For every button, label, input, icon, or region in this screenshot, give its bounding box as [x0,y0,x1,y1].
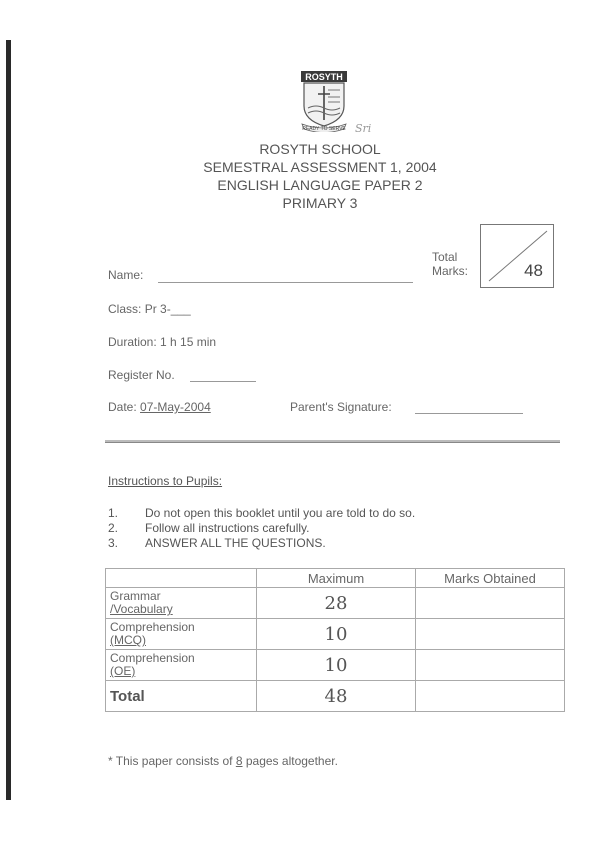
instruction-item: 2. Follow all instructions carefully. [108,521,310,535]
obtained-cell[interactable] [416,650,565,681]
total-marks-label: Total Marks: [432,250,468,278]
footnote: * This paper consists of 8 pages altogether. [108,754,338,768]
max-cell: 10 [257,650,416,681]
section-cell: Grammar /Vocabulary [106,588,257,619]
total-marks-value: 48 [524,261,543,280]
table-row [106,650,565,681]
header-cell: Marks Obtained [416,569,565,588]
register-label: Register No. [108,368,175,382]
paper-title: ENGLISH LANGUAGE PAPER 2 [217,177,423,193]
divider [105,440,560,443]
level-title: PRIMARY 3 [282,195,358,211]
school-crest-icon [298,70,350,132]
assessment-title: SEMESTRAL ASSESSMENT 1, 2004 [203,159,437,175]
obtained-cell[interactable] [416,619,565,650]
signature-line[interactable] [415,413,523,414]
instructions-title: Instructions to Pupils: [108,474,223,488]
duration-text: Duration: 1 h 15 min [108,335,217,349]
max-cell: 28 [257,588,416,619]
crest-banner: ROSYTH [305,72,343,82]
table-row [106,619,565,650]
max-cell: 10 [257,619,416,650]
scan-edge [6,40,11,800]
table-row [106,588,565,619]
header-cell: Maximum [257,569,416,588]
class-field [108,302,191,316]
crest-motto: READY TO SERVE [302,126,346,132]
date-value: 07-May-2004 [140,400,211,414]
total-obtained-cell[interactable] [416,681,565,712]
class-label: Class: [108,302,142,316]
signature-label: Parent's Signature: [290,400,392,414]
name-line[interactable] [158,282,413,283]
table-header-row [106,569,565,588]
instruction-item: 1. Do not open this booklet until you are told to do so. [108,506,416,520]
total-marks-box [480,224,554,288]
name-label: Name: [108,268,144,282]
instruction-item: 3. ANSWER ALL THE QUESTIONS. [108,536,326,550]
total-label: Total [106,681,257,712]
date-field [108,400,211,414]
handwritten-tag: Sri [355,122,372,135]
marks-table [105,568,565,712]
date-label: Date: [108,400,137,414]
header-cell [106,569,257,588]
section-cell: Comprehension (OE) [106,650,257,681]
register-line[interactable] [190,381,256,382]
school-name: ROSYTH SCHOOL [259,141,381,157]
total-row [106,681,565,712]
obtained-cell[interactable] [416,588,565,619]
total-max: 48 [257,681,416,712]
class-value[interactable]: Pr 3-___ [144,302,191,316]
section-cell: Comprehension (MCQ) [106,619,257,650]
